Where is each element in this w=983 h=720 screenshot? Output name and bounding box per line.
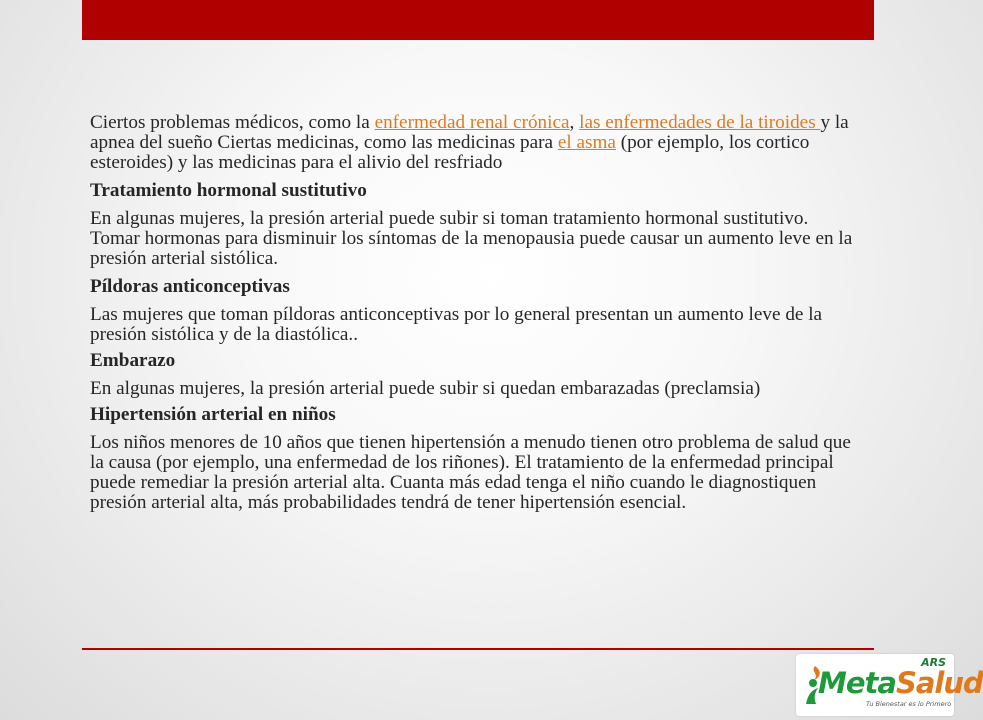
logo-tagline: Tu Bienestar es lo Primero	[866, 700, 952, 708]
slide-content	[90, 113, 860, 521]
intro-text-end: (por ejemplo, los cortico esteroides) y las medicinas para el alivio del resfriado	[90, 132, 810, 173]
link-asma[interactable]: el asma	[557, 132, 616, 153]
intro-separator: ,	[569, 112, 580, 133]
intro-paragraph	[90, 113, 860, 173]
logo-wordmark	[818, 666, 983, 700]
intro-text-middle: y la apnea del sueño Ciertas medicinas, como las medicinas para	[90, 112, 849, 153]
section-body: Los niños menores de 10 años que tienen hipertensión a menudo tienen otro problema de salud que la causa (por ejemplo, una enfermedad de los riñones). El tratamiento de la enfermedad principal puede remediar la presión arterial alta. Cuanta más edad tenga el niño cuando le diagnostiquen presión arterial alta, más probabilidades tendrá de tener hipertensión esencial.	[90, 432, 851, 513]
section-heading: Embarazo	[90, 350, 176, 371]
metasalud-logo	[796, 654, 983, 716]
intro-text-start: Ciertos problemas médicos, como la	[90, 112, 375, 133]
section-body: En algunas mujeres, la presión arterial puede subir si toman tratamiento hormonal sustitutivo. Tomar hormonas para disminuir los síntomas de la menopausia puede causar un aumento leve en la presión arterial sistólica.	[90, 208, 853, 269]
logo-salud-text: Salud	[895, 666, 983, 700]
section-heading: Tratamiento hormonal sustitutivo	[90, 180, 367, 201]
section-body: En algunas mujeres, la presión arterial puede subir si quedan embarazadas (preclamsia)	[90, 378, 761, 399]
bottom-divider	[82, 648, 874, 650]
section-heading: Píldoras anticonceptivas	[90, 276, 290, 297]
section-heading: Hipertensión arterial en niños	[90, 404, 336, 425]
section-body: Las mujeres que toman píldoras anticonceptivas por lo general presentan un aumento leve de la presión sistólica y de la diastólica..	[90, 304, 823, 345]
logo-ars-text: ARS	[921, 656, 946, 669]
logo-meta-text: Meta	[818, 666, 896, 700]
link-enfermedades-tiroides[interactable]: las enfermedades de la tiroides	[579, 112, 821, 133]
link-enfermedad-renal[interactable]: enfermedad renal crónica	[374, 112, 570, 133]
top-accent-bar	[82, 0, 874, 40]
